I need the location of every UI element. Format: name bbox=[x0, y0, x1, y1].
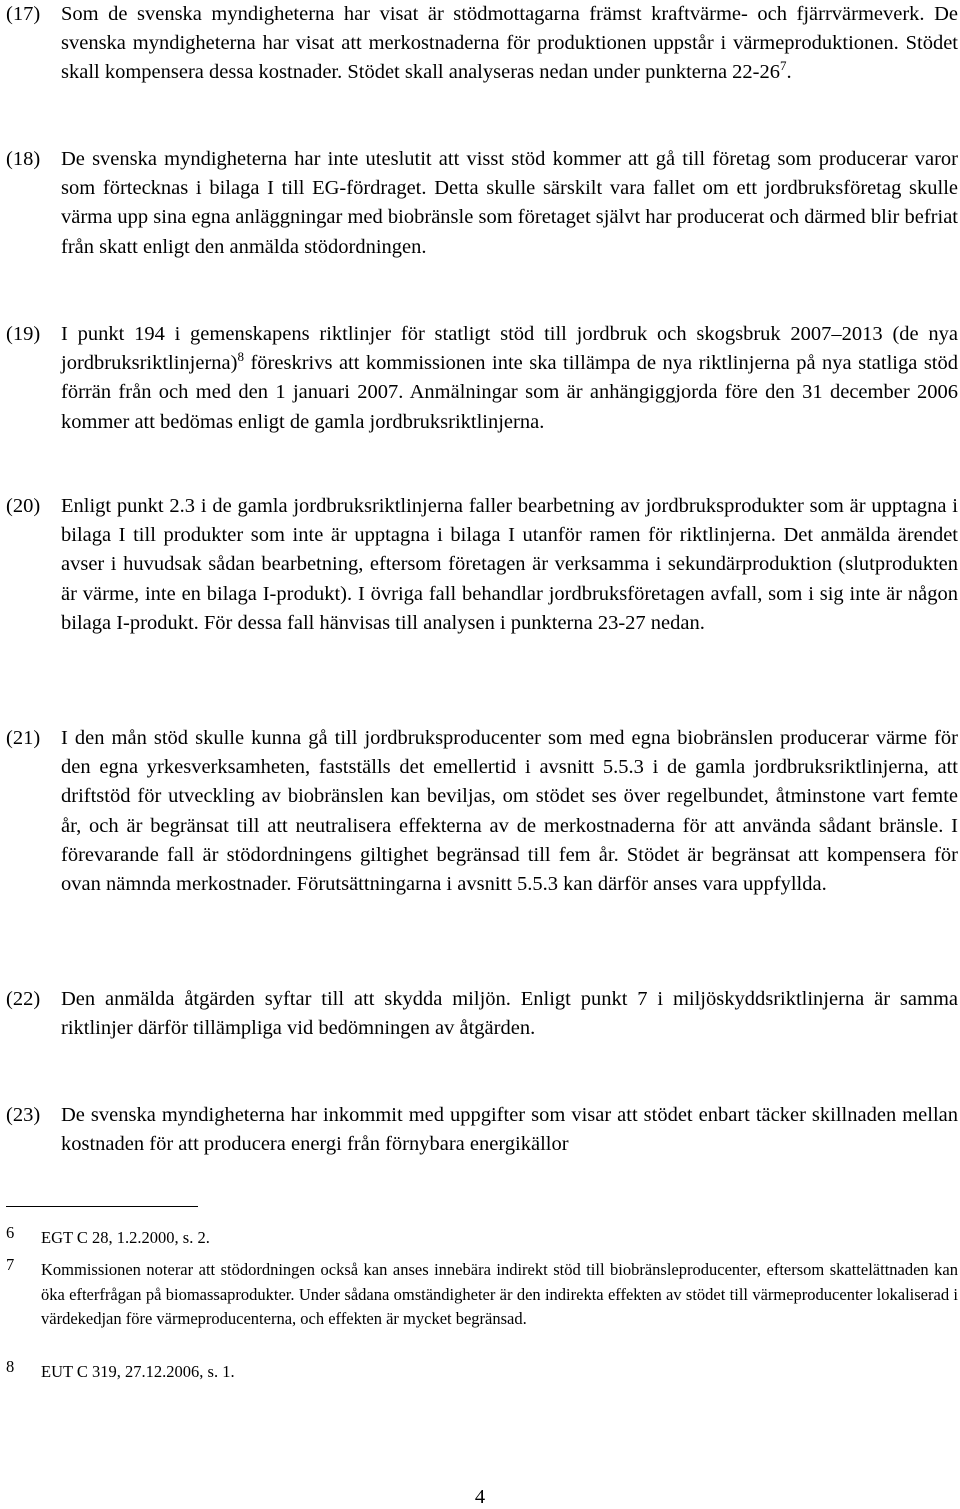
footnote-7 bbox=[0, 1255, 958, 1332]
paragraph-number: (19) bbox=[6, 323, 41, 345]
footnote-separator bbox=[6, 1206, 198, 1207]
footnote-number: 6 bbox=[6, 1223, 15, 1242]
paragraph-text: Den anmälda åtgärden syftar till att skydda miljön. Enligt punkt 7 i miljöskyddsriktlinjerna är samma riktlinjer därför tillämpliga vid bedömningen av åtgärden. bbox=[61, 988, 958, 1040]
page-number: 4 bbox=[474, 1486, 486, 1508]
paragraph-18 bbox=[0, 145, 958, 262]
paragraph-number: (23) bbox=[6, 1104, 41, 1126]
paragraph-17 bbox=[0, 0, 958, 88]
paragraph-text: De svenska myndigheterna har inkommit med uppgifter som visar att stödet enbart täcker skillnaden mellan kostnaden för att producera energi från förnybara energikällor bbox=[61, 1104, 958, 1156]
paragraph-21 bbox=[0, 724, 958, 899]
footnote-6 bbox=[0, 1223, 958, 1251]
footnote-text: EUT C 319, 27.12.2006, s. 1. bbox=[41, 1362, 235, 1381]
paragraph-20 bbox=[0, 492, 958, 638]
paragraph-number: (17) bbox=[6, 3, 41, 25]
paragraph-text: De svenska myndigheterna har inte uteslutit att visst stöd kommer att gå till företag som producerar varor som förtecknas i bilaga I till EG-fördraget. Detta skulle särskilt vara fallet om ett jordbruksföretag skulle värma upp sina egna anläggningar med biobränsle som företaget självt har producerat och därmed blir befriat från skatt enligt den anmälda stödordningen. bbox=[61, 148, 958, 258]
paragraph-19 bbox=[0, 320, 958, 437]
footnote-number: 7 bbox=[6, 1255, 15, 1274]
footnote-8 bbox=[0, 1357, 958, 1385]
paragraph-text: Enligt punkt 2.3 i de gamla jordbruksriktlinjerna faller bearbetning av jordbruksprodukter som är upptagna i bilaga I till produkter som inte är upptagna i bilaga I utanför ramen för riktlinjerna. Det anmälda ärendet avser i huvudsak sådan bearbetning, eftersom företagen är verksamma i sekundärproduktion (slutprodukten är värme, inte en bilaga I-produkt). I övriga fall behandlar jordbruksföretagen avfall, som i sig inte är någon bilaga I-produkt. För dessa fall hänvisas till analysen i punkterna 23-27 nedan. bbox=[61, 495, 958, 634]
footnote-text: EGT C 28, 1.2.2000, s. 2. bbox=[41, 1228, 210, 1247]
footnote-ref-8[interactable]: 8 bbox=[237, 349, 244, 365]
paragraph-number: (18) bbox=[6, 148, 41, 170]
paragraph-number: (21) bbox=[6, 727, 41, 749]
footnote-ref-7[interactable]: 7 bbox=[780, 58, 787, 74]
paragraph-22 bbox=[0, 985, 958, 1043]
paragraph-23 bbox=[0, 1101, 958, 1159]
paragraph-number: (20) bbox=[6, 495, 41, 517]
paragraph-text: I den mån stöd skulle kunna gå till jordbruksproducenter som med egna biobränslen producerar värme för den egna yrkesverksamheten, fastställs det emellertid i avsnitt 5.5.3 i de gamla jordbruksriktlinjerna, att driftstöd för utveckling av biobränslen kan beviljas, om stödet ses över regelbundet, åtminstone vart femte år, och är begränsat till att neutralisera effekterna av de merkostnaderna för att använda sådant bränsle. I förevarande fall är stödordningens giltighet begränsad till fem år. Stödet är begränsat att kompensera för ovan nämnda merkostnader. Förutsättningarna i avsnitt 5.5.3 kan därför anses vara uppfyllda. bbox=[61, 727, 958, 896]
footnote-text: Kommissionen noterar att stödordningen också kan anses innebära indirekt stöd till biobränsleproducenter, eftersom skattelättnaden kan öka efterfrågan på biomassaprodukter. Under sådana omständigheter är den indirekta effekten av stödet till värmeproducenter lokaliserad i värdekedjan före värmeproducenterna, och effekten är mycket begränsad. bbox=[41, 1260, 958, 1329]
paragraph-text: I punkt 194 i gemenskapens riktlinjer för statligt stöd till jordbruk och skogsbruk 2007–2013 (de nya jordbruksriktlinjerna)$^8$ föreskrivs att kommissionen inte ska tillämpa de nya riktlinjerna på nya statliga stöd förrän från och med den 1 januari 2007. Anmälningar som är anhängiggjorda före den 31 december 2006 kommer att bedömas enligt de gamla jordbruksriktlinjerna. bbox=[61, 323, 958, 433]
paragraph-number: (22) bbox=[6, 988, 41, 1010]
paragraph-text: Som de svenska myndigheterna har visat är stödmottagarna främst kraftvärme- och fjärrvärmeverk. De svenska myndigheterna har visat att merkostnaderna för produktionen uppstår i värmeproduktionen. Stödet skall kompensera dessa kostnader. Stödet skall analyseras nedan under punkterna $22-26^7$. bbox=[61, 3, 958, 84]
footnote-number: 8 bbox=[6, 1357, 15, 1376]
